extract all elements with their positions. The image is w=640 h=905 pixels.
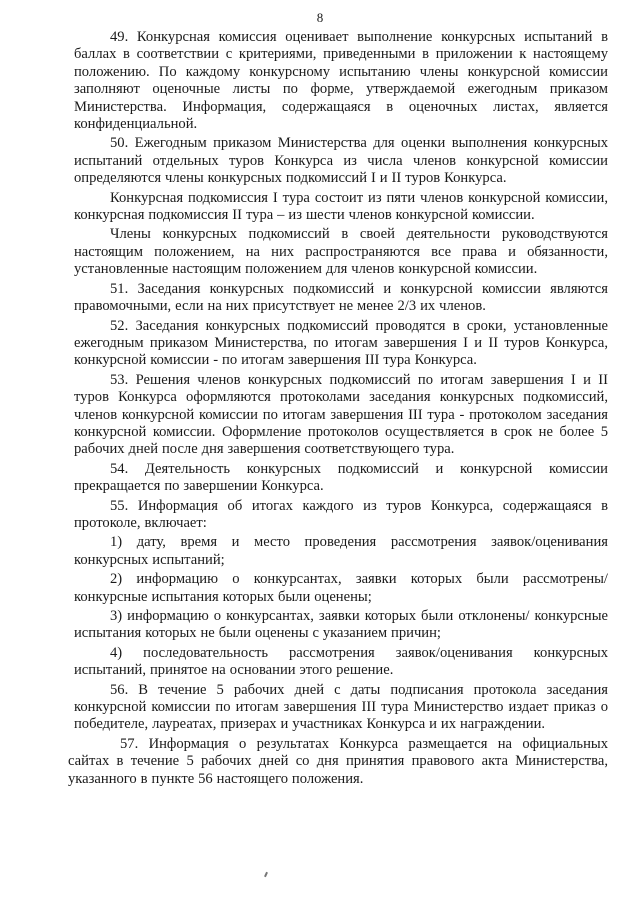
paragraph-57: 57. Информация о результатах Конкурса размещается на официальных сайтах в течение 5 рабочих дней со дня принятия правового акта Министерства, указанного в пункте 56 настоящего положения. xyxy=(68,735,608,787)
list-item-3: 3) информацию о конкурсантах, заявки которых были отклонены/ конкурсные испытания которых не были оценены с указанием причин; xyxy=(74,608,608,642)
list-item-1: 1) дату, время и место проведения рассмотрения заявок/оценивания конкурсных испытаний; xyxy=(74,534,608,568)
paragraph-55: 55. Информация об итогах каждого из туров Конкурса, содержащаяся в протоколе, включает: xyxy=(74,497,608,531)
paragraph-54: 54. Деятельность конкурсных подкомиссий и конкурсной комиссии прекращается по завершении Конкурса. xyxy=(74,460,608,495)
list-item-2: 2) информацию о конкурсантах, заявки которых были рассмотрены/ конкурсные испытания которых были оценены; xyxy=(74,571,608,605)
document-body xyxy=(68,29,608,790)
paragraph-52: 52. Заседания конкурсных подкомиссий проводятся в сроки, установленные ежегодным приказом Министерства, по итогам завершения I и II туров Конкурса, конкурсной комиссии - по итогам завершения III тура Конкурса. xyxy=(74,317,608,369)
paragraph-51: 51. Заседания конкурсных подкомиссий и конкурсной комиссии являются правомочными, если на них присутствует не менее 2/3 их членов. xyxy=(74,280,608,315)
scan-speck xyxy=(264,872,268,877)
page-number: 8 xyxy=(316,10,324,25)
paragraph-50-subcommission-members: Члены конкурсных подкомиссий в своей деятельности руководствуются настоящим положением, на них распространяются все права и обязанности, установленные настоящим положением для членов конкурсной комиссии. xyxy=(74,226,608,278)
list-item-4: 4) последовательность рассмотрения заявок/оценивания конкурсных испытаний, принятое на основании этого решение. xyxy=(74,644,608,679)
paragraph-50: 50. Ежегодным приказом Министерства для оценки выполнения конкурсных испытаний отдельных туров Конкурса из числа членов конкурсной комиссии определяются члены конкурсных подкомиссий I и II туров Конкурса. xyxy=(74,135,608,187)
paragraph-56: 56. В течение 5 рабочих дней с даты подписания протокола заседания конкурсной комиссии по итогам завершения III тура Министерство издает приказ о победителе, лауреатах, призерах и участниках Конкурса и их награждении. xyxy=(74,681,608,733)
paragraph-50-subcommission-composition: Конкурсная подкомиссия I тура состоит из пяти членов конкурсной комиссии, конкурсная подкомиссия II тура – из шести членов конкурсной комиссии. xyxy=(74,189,608,224)
paragraph-49: 49. Конкурсная комиссия оценивает выполнение конкурсных испытаний в баллах в соответствии с критериями, приведенными в приложении к настоящему положению. По каждому конкурсному испытанию члены конкурсной комиссии заполняют оценочные листы по форме, утверждаемой ежегодным приказом Министерства. Информация, содержащаяся в оценочных листах, является конфиденциальной. xyxy=(74,29,608,133)
paragraph-53: 53. Решения членов конкурсных подкомиссий по итогам завершения I и II туров Конкурса оформляются протоколами заседания конкурсных подкомиссий, членов конкурсной комиссии по итогам завершения III тура - протоколом заседания конкурсной комиссии. Оформление протоколов осуществляется в срок не более 5 рабочих дней после дня завершения соответствующего тура. xyxy=(74,371,608,458)
